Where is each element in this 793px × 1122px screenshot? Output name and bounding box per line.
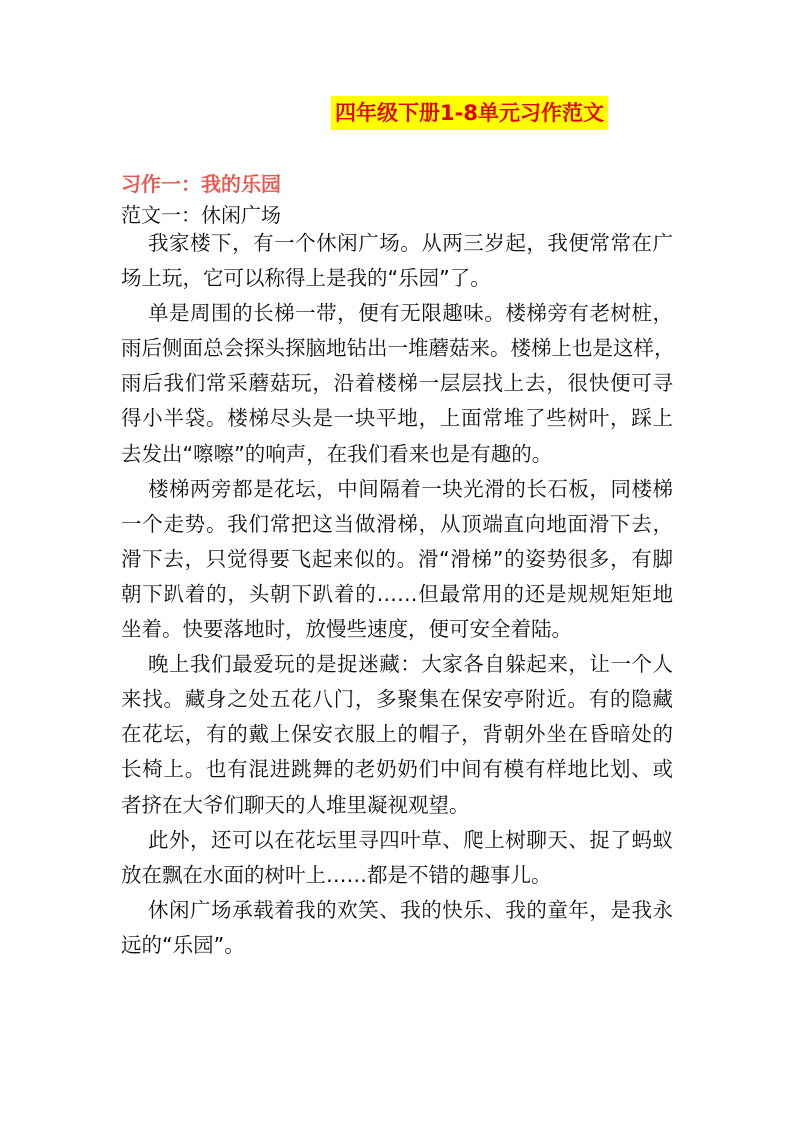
text-line: 此外，还可以在花坛里寻四叶草、爬上树聊天、捉了蚂蚁 [148, 827, 673, 852]
text-line: 雨后我们常采蘑菇玩，沿着楼梯一层层找上去，很快便可寻 [121, 371, 673, 396]
text-line: 单是周围的长梯一带，便有无限趣味。楼梯旁有老树桩， [148, 301, 673, 326]
document-title: 四年级下册1-8单元习作范文 [331, 96, 608, 130]
section-heading: 习作一：我的乐园 [121, 172, 281, 196]
text-line: 者挤在大爷们聊天的人堆里凝视观望。 [121, 792, 470, 817]
paragraph [121, 296, 673, 471]
paragraph [121, 472, 673, 647]
essay-body [121, 226, 673, 963]
text-line: 休闲广场承载着我的欢笑、我的快乐、我的童年，是我永 [148, 897, 673, 922]
text-line: 来找。藏身之处五花八门，多聚集在保安亭附近。有的隐藏 [121, 687, 673, 712]
essay-title: 范文一：休闲广场 [121, 203, 281, 227]
text-line: 一个走势。我们常把这当做滑梯，从顶端直向地面滑下去， [121, 511, 673, 536]
text-line: 楼梯两旁都是花坛，中间隔着一块光滑的长石板，同楼梯 [148, 476, 673, 501]
text-line: 在花坛，有的戴上保安衣服上的帽子，背朝外坐在昏暗处的 [121, 722, 673, 747]
text-line: 朝下趴着的，头朝下趴着的……但最常用的还是规规矩矩地 [121, 581, 673, 606]
text-line: 放在飘在水面的树叶上……都是不错的趣事儿。 [121, 862, 552, 887]
paragraph [121, 226, 673, 296]
text-line: 晚上我们最爱玩的是捉迷藏：大家各自躲起来，让一个人 [148, 652, 673, 677]
text-line: 去发出“嚓嚓”的响声，在我们看来也是有趣的。 [121, 441, 553, 466]
paragraph [121, 647, 673, 822]
text-line: 坐着。快要落地时，放慢些速度，便可安全着陆。 [121, 617, 572, 642]
text-line: 场上玩，它可以称得上是我的“乐园”了。 [121, 266, 491, 291]
text-line: 远的“乐园”。 [121, 932, 245, 957]
paragraph [121, 893, 673, 963]
text-line: 雨后侧面总会探头探脑地钻出一堆蘑菇来。楼梯上也是这样， [121, 336, 675, 361]
text-line: 长椅上。也有混进跳舞的老奶奶们中间有模有样地比划、或 [121, 757, 673, 782]
text-line: 得小半袋。楼梯尽头是一块平地，上面常堆了些树叶，踩上 [121, 406, 673, 431]
paragraph [121, 823, 673, 893]
text-line: 滑下去，只觉得要飞起来似的。滑“滑梯”的姿势很多，有脚 [121, 546, 673, 571]
text-line: 我家楼下，有一个休闲广场。从两三岁起，我便常常在广 [148, 231, 673, 255]
